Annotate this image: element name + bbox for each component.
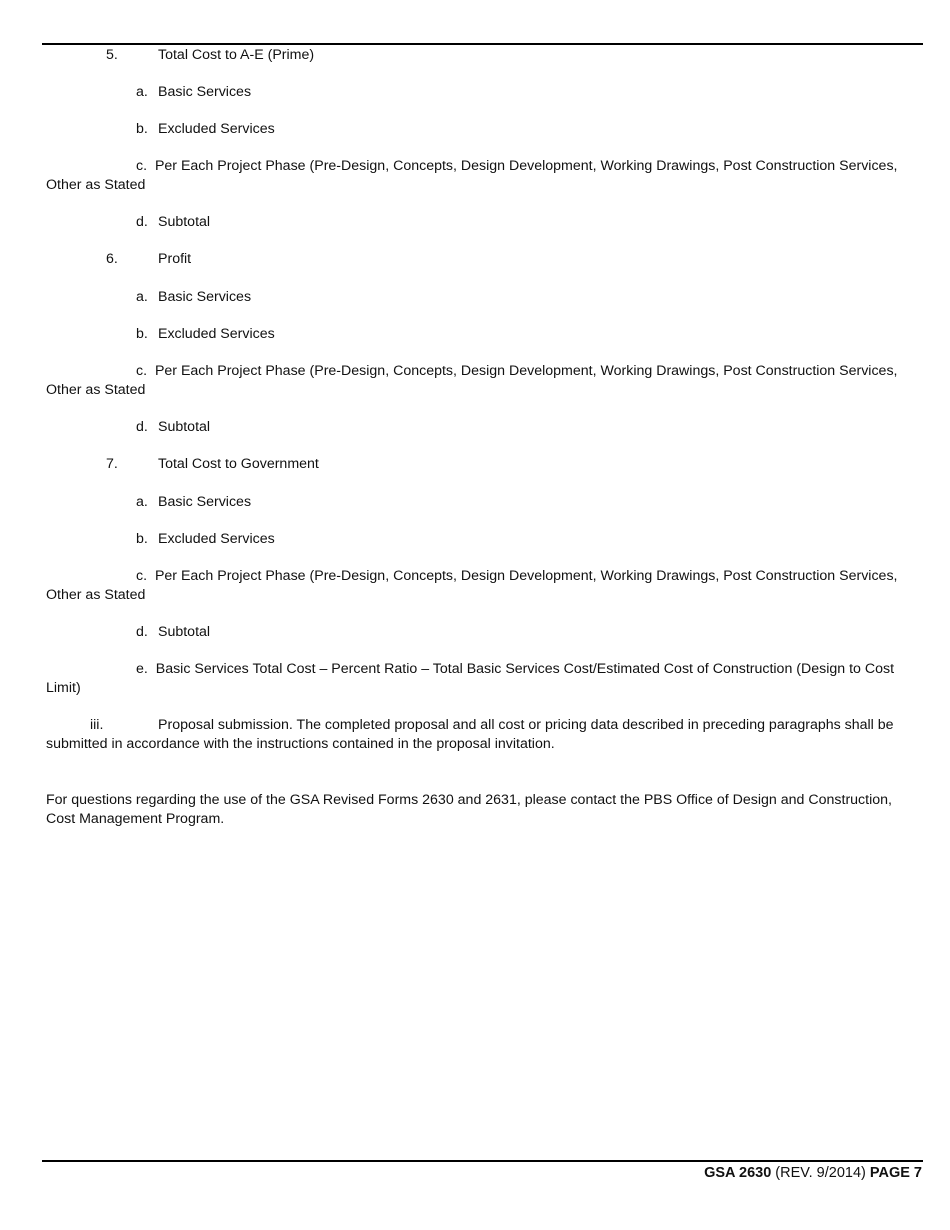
item-5b-text: Excluded Services [158,121,275,137]
page-footer [704,1164,922,1183]
item-7c-paragraph [46,567,920,605]
item-5-heading: Total Cost to A-E (Prime) [158,47,315,63]
footer-revision: (REV. 9/2014) [775,1165,866,1181]
item-7-number: 7. [106,456,118,472]
item-5b-letter: b. [136,121,148,137]
item-6b-letter: b. [136,326,148,342]
item-5c-paragraph [46,157,920,195]
item-6a-text: Basic Services [158,289,252,305]
item-7e-letter: e. [136,661,148,677]
proposal-submission-paragraph [46,716,920,754]
item-6-heading: Profit [158,251,192,267]
item-6c-paragraph [46,362,920,400]
item-7b-text: Excluded Services [158,531,275,547]
item-7e-paragraph [46,660,920,698]
item-7c-text: Per Each Project Phase (Pre-Design, Concepts, Design Development, Working Drawings, Post Construction Services, Other as Stated [46,568,898,603]
item-6c-text: Per Each Project Phase (Pre-Design, Concepts, Design Development, Working Drawings, Post Construction Services, Other as Stated [46,363,898,398]
item-7a-text: Basic Services [158,494,252,510]
item-7d-text: Subtotal [158,624,211,640]
footer-form-number: GSA 2630 [704,1165,772,1181]
proposal-submission-number: iii. [90,717,104,733]
item-7c-letter: c. [136,568,148,584]
item-5a-letter: a. [136,84,148,100]
item-5c-letter: c. [136,158,148,174]
item-7d-letter: d. [136,624,148,640]
item-7b-letter: b. [136,531,148,547]
top-rule [42,43,923,45]
bottom-rule [42,1160,923,1162]
item-5-number: 5. [106,47,118,63]
item-6-number: 6. [106,251,118,267]
item-7e-text: Basic Services Total Cost – Percent Ratio – Total Basic Services Cost/Estimated Cost of Construction (Design to Cost Limit) [46,661,895,696]
item-5c-text: Per Each Project Phase (Pre-Design, Concepts, Design Development, Working Drawings, Post Construction Services, Other as Stated [46,158,898,193]
footer-page-number: PAGE 7 [869,1165,922,1181]
item-6d-letter: d. [136,419,148,435]
item-6a-letter: a. [136,289,148,305]
item-6c-letter: c. [136,363,148,379]
item-6b-text: Excluded Services [158,326,275,342]
proposal-submission-text: Proposal submission. The completed proposal and all cost or pricing data described in preceding paragraphs shall be submitted in accordance with the instructions contained in the proposal invitation. [46,717,894,752]
item-6d-text: Subtotal [158,419,211,435]
item-7a-letter: a. [136,494,148,510]
item-7-heading: Total Cost to Government [158,456,319,472]
item-5d-letter: d. [136,214,148,230]
item-5a-text: Basic Services [158,84,252,100]
contact-note: For questions regarding the use of the GSA Revised Forms 2630 and 2631, please contact the PBS Office of Design and Construction, Cost Management Program. [46,792,892,827]
item-5d-text: Subtotal [158,214,211,230]
